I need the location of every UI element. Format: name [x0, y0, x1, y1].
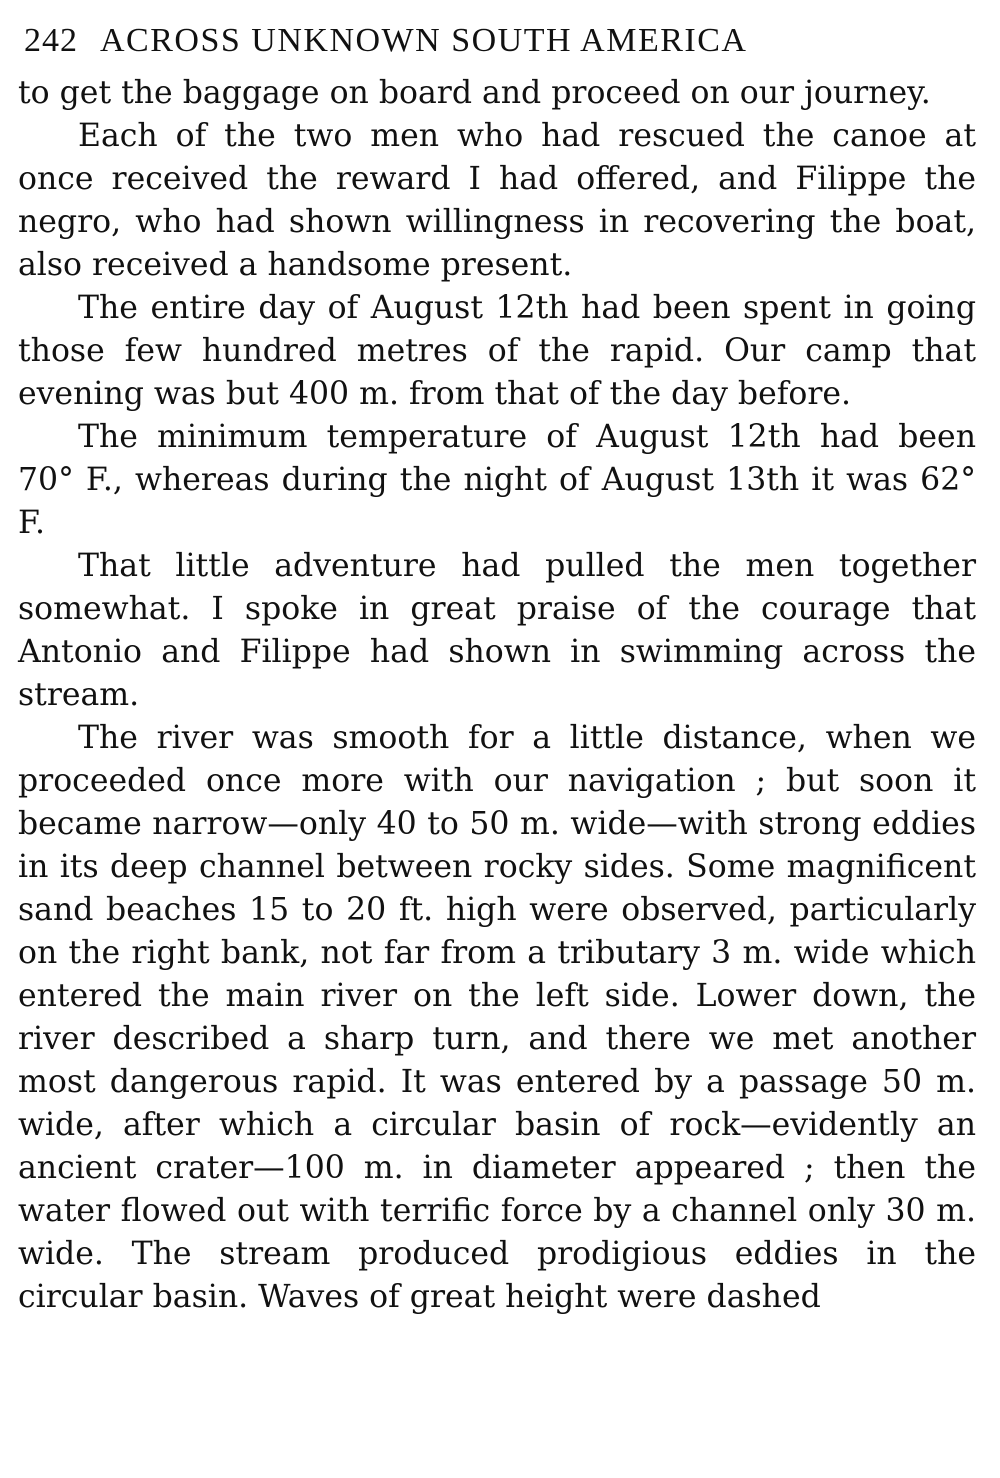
- paragraph-continuation: to get the baggage on board and proceed on our journey.: [18, 75, 931, 111]
- page-number: 242: [24, 22, 78, 59]
- body-text: [18, 72, 976, 1319]
- paragraph-temperature: The minimum temperature of August 12th had been 70° F., whereas during the night of August 13th it was 62° F.: [18, 419, 976, 541]
- book-title: ACROSS UNKNOWN SOUTH AMERICA: [100, 22, 748, 59]
- paragraph-river-rapid: The river was smooth for a little distance, when we proceeded once more with our navigation ; but soon it became narrow—only 40 to 50 m. wide—with strong eddies in its deep channel between rocky sides. Some magnificent sand beaches 15 to 20 ft. high were observed, particularly on the right bank, not far from a tributary 3 m. wide which entered the main river on the left side. Lower down, the river described a sharp turn, and there we met another most dangerous rapid. It was entered by a passage 50 m. wide, after which a circular basin of rock—evidently an ancient crater—100 m. in diameter appeared ; then the water flowed out with terrific force by a channel only 30 m. wide. The stream produced prodigious eddies in the circular basin. Waves of great height were dashed: [18, 720, 976, 1315]
- paragraph-august-12: The entire day of August 12th had been spent in going those few hundred metres of the rapid. Our camp that evening was but 400 m. from that of the day before.: [18, 290, 976, 412]
- paragraph-reward: Each of the two men who had rescued the canoe at once received the reward I had offered, and Filippe the negro, who had shown willingness in recovering the boat, also received a handsome present.: [18, 118, 976, 283]
- paragraph-adventure: That little adventure had pulled the men together somewhat. I spoke in great praise of the courage that Antonio and Filippe had shown in swimming across the stream.: [18, 548, 976, 713]
- book-page: [18, 22, 976, 1319]
- running-head: [18, 22, 976, 72]
